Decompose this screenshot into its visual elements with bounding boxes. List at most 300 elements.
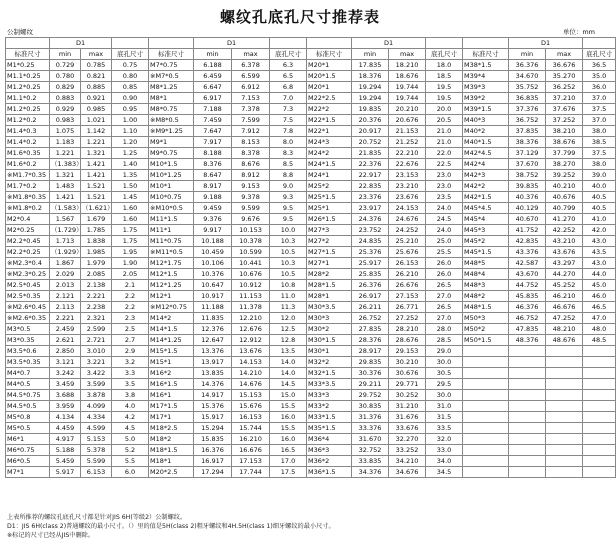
cell-hole: 28.5 (426, 335, 463, 346)
cell-hole: 39.0 (583, 170, 616, 181)
thread-size-cell: M1.2*0.25 (6, 104, 50, 115)
cell-min: 26.917 (352, 291, 389, 302)
cell-hole: 40.5 (583, 203, 616, 214)
cell-min: 20.752 (352, 137, 389, 148)
cell-hole: 37.0 (583, 93, 616, 104)
cell-max: 37.799 (546, 148, 583, 159)
cell-min: 3.959 (50, 401, 81, 412)
cell-hole: 10.5 (270, 269, 307, 280)
thread-size-cell (463, 401, 509, 412)
thread-size-cell: M38*1.5 (463, 60, 509, 71)
cell-hole: 45.0 (583, 280, 616, 291)
header-blank (307, 38, 352, 49)
cell-hole: 15.5 (270, 401, 307, 412)
thread-size-cell: ※M2.6*0.45 (6, 302, 50, 313)
cell-min: 25.917 (352, 258, 389, 269)
cell-max: 43.297 (546, 258, 583, 269)
cell-max: 15.153 (232, 390, 270, 401)
cell-max: 3.878 (81, 390, 112, 401)
table-row (6, 71, 616, 82)
cell-max: 31.676 (389, 412, 426, 423)
cell-hole: 32.0 (426, 434, 463, 445)
header-hole-size: 底孔尺寸 (426, 49, 463, 60)
cell-hole (583, 423, 616, 434)
cell-hole: 15.0 (270, 390, 307, 401)
cell-hole (583, 357, 616, 368)
cell-max: 16.153 (232, 412, 270, 423)
cell-max: 23.210 (389, 181, 426, 192)
cell-min: 2.850 (50, 346, 81, 357)
cell-hole: 24.5 (426, 214, 463, 225)
cell-max: 30.210 (389, 357, 426, 368)
cell-max (546, 390, 583, 401)
cell-min: 23.752 (352, 225, 389, 236)
thread-size-cell: M17*1.5 (149, 401, 194, 412)
cell-hole: 2.05 (112, 269, 149, 280)
thread-size-cell: ※M11*0.5 (149, 247, 194, 258)
cell-max: 1.221 (81, 137, 112, 148)
table-row (6, 170, 616, 181)
thread-size-cell: M2.2*0.25 (6, 247, 50, 258)
cell-min: 25.376 (352, 247, 389, 258)
cell-min: 24.376 (352, 214, 389, 225)
cell-max: 0.821 (81, 71, 112, 82)
cell-min: 46.376 (509, 302, 546, 313)
thread-size-cell: M50*2 (463, 324, 509, 335)
header-hole-size: 底孔尺寸 (583, 49, 616, 60)
table-row (6, 434, 616, 445)
cell-max (546, 456, 583, 467)
thread-size-cell: M32*1.5 (307, 368, 352, 379)
footnote-2: D1：JIS 6H(class 2)普通螺纹的最小尺寸。（）里的值是5H(class 2)粗牙螺纹和4H.5H(class 1)细牙螺纹的最小尺寸。 (7, 523, 335, 530)
table-row (6, 280, 616, 291)
cell-max: 37.252 (546, 115, 583, 126)
cell-min: 31.376 (352, 412, 389, 423)
cell-min: 8.647 (194, 170, 232, 181)
cell-hole: 29.0 (426, 346, 463, 357)
cell-hole: 21.0 (426, 126, 463, 137)
cell-min: 47.835 (509, 324, 546, 335)
cell-min: 3.688 (50, 390, 81, 401)
table-row (6, 148, 616, 159)
thread-size-cell (463, 346, 509, 357)
cell-hole: 9.3 (270, 192, 307, 203)
cell-hole (583, 379, 616, 390)
cell-hole: 46.5 (583, 302, 616, 313)
cell-min: 10.106 (194, 258, 232, 269)
cell-hole: 31.5 (426, 412, 463, 423)
cell-max: 20.676 (389, 115, 426, 126)
cell-hole: 26.5 (426, 302, 463, 313)
cell-hole: 5.2 (112, 445, 149, 456)
cell-hole: 40.0 (583, 181, 616, 192)
thread-size-cell: M40*2 (463, 126, 509, 137)
cell-max: 1.785 (81, 225, 112, 236)
cell-min: 36.835 (509, 93, 546, 104)
cell-hole: 35.0 (583, 71, 616, 82)
thread-size-cell (463, 434, 509, 445)
cell-min: 40.376 (509, 192, 546, 203)
cell-hole: 2.3 (112, 313, 149, 324)
thread-size-cell: M17*1 (149, 412, 194, 423)
cell-max: 0.921 (81, 93, 112, 104)
thread-size-cell: M12*1.5 (149, 269, 194, 280)
cell-max: 0.885 (81, 82, 112, 93)
header-min: min (352, 49, 389, 60)
cell-hole: 43.0 (583, 258, 616, 269)
header-max: max (232, 49, 270, 60)
cell-max: 9.153 (232, 181, 270, 192)
cell-max: 26.676 (389, 280, 426, 291)
footnotes (7, 513, 593, 540)
cell-min: 13.376 (194, 346, 232, 357)
cell-hole: 47.0 (583, 313, 616, 324)
table-row (6, 379, 616, 390)
thread-size-cell: ※M1.7*0.35 (6, 170, 50, 181)
cell-max: 12.676 (232, 324, 270, 335)
header-blank (6, 38, 50, 49)
cell-hole: 18.0 (426, 60, 463, 71)
thread-size-cell: M30*2 (307, 324, 352, 335)
cell-hole: 33.5 (426, 423, 463, 434)
cell-min: 29.752 (352, 390, 389, 401)
cell-hole: 38.0 (583, 126, 616, 137)
thread-size-cell: ※M7*0.5 (149, 71, 194, 82)
cell-max: 5.378 (81, 445, 112, 456)
cell-min: 29.835 (352, 357, 389, 368)
cell-min: 14.917 (194, 390, 232, 401)
cell-max (546, 412, 583, 423)
cell-min: 19.835 (352, 104, 389, 115)
table-row (6, 159, 616, 170)
thread-size-cell: M12*1.75 (149, 258, 194, 269)
cell-min: 7.917 (194, 137, 232, 148)
cell-min: 2.013 (50, 280, 81, 291)
table-row (6, 60, 616, 71)
cell-min (509, 379, 546, 390)
cell-max: 30.676 (389, 368, 426, 379)
cell-min: 48.376 (509, 335, 546, 346)
cell-max: 8.676 (232, 159, 270, 170)
cell-max: 9.676 (232, 214, 270, 225)
cell-hole: 15.5 (270, 423, 307, 434)
cell-max: 14.676 (232, 379, 270, 390)
table-row (6, 247, 616, 258)
cell-hole: 1.20 (112, 137, 149, 148)
cell-hole: 7.0 (270, 93, 307, 104)
cell-min: 25.835 (352, 269, 389, 280)
cell-hole: 10.3 (270, 258, 307, 269)
cell-hole: 4.0 (112, 401, 149, 412)
cell-min: 33.376 (352, 423, 389, 434)
thread-size-cell: M42*3 (463, 170, 509, 181)
cell-min: 33.835 (352, 456, 389, 467)
header-d1: D1 (509, 38, 583, 49)
cell-hole: 30.5 (426, 368, 463, 379)
thread-size-cell: M1.1*0.25 (6, 71, 50, 82)
cell-min: 11.835 (194, 313, 232, 324)
cell-max: 10.599 (232, 247, 270, 258)
cell-min: 6.188 (194, 60, 232, 71)
thread-size-cell: M42*4 (463, 159, 509, 170)
cell-hole: 16.5 (270, 445, 307, 456)
header-d1: D1 (50, 38, 112, 49)
cell-max: 34.676 (389, 467, 426, 478)
cell-hole: 2.9 (112, 346, 149, 357)
table-row (6, 390, 616, 401)
thread-size-cell: ※M2.3*0.4 (6, 258, 50, 269)
cell-min: 17.294 (194, 467, 232, 478)
thread-size-cell (463, 445, 509, 456)
thread-size-cell: M26*1.5 (307, 214, 352, 225)
cell-max: 1.979 (81, 258, 112, 269)
thread-size-cell: M16*1.5 (149, 379, 194, 390)
cell-hole: 1.90 (112, 258, 149, 269)
table-row (6, 445, 616, 456)
cell-max: 40.799 (546, 203, 583, 214)
header-standard-size: 标准尺寸 (307, 49, 352, 60)
thread-size-cell: M15*1.5 (149, 346, 194, 357)
cell-min: 15.835 (194, 434, 232, 445)
cell-min: 37.129 (509, 148, 546, 159)
cell-max: 6.912 (232, 82, 270, 93)
cell-hole: 14.0 (270, 357, 307, 368)
table-row (6, 236, 616, 247)
cell-hole (583, 390, 616, 401)
cell-min: 16.917 (194, 456, 232, 467)
cell-min: 4.917 (50, 434, 81, 445)
cell-min: 12.647 (194, 335, 232, 346)
thread-size-cell: M18*2.5 (149, 423, 194, 434)
thread-size-cell: ※M1.8*0.35 (6, 192, 50, 203)
cell-max: 1.321 (81, 148, 112, 159)
cell-min (509, 412, 546, 423)
cell-min: 46.752 (509, 313, 546, 324)
thread-size-cell: M28*1.5 (307, 280, 352, 291)
cell-max: 2.238 (81, 302, 112, 313)
cell-min: 9.376 (194, 214, 232, 225)
thread-size-cell: M33*3 (307, 390, 352, 401)
thread-size-cell: M8*1 (149, 93, 194, 104)
cell-min (509, 434, 546, 445)
cell-max: 27.153 (389, 291, 426, 302)
cell-hole: 11.0 (270, 291, 307, 302)
thread-size-cell: M27*1 (307, 258, 352, 269)
cell-min: 2.621 (50, 335, 81, 346)
cell-min: 23.376 (352, 192, 389, 203)
cell-max: 25.210 (389, 236, 426, 247)
cell-max: 2.599 (81, 324, 112, 335)
cell-max: 1.679 (81, 214, 112, 225)
cell-max: 38.676 (546, 137, 583, 148)
cell-hole (583, 368, 616, 379)
table-row (6, 225, 616, 236)
cell-hole: 36.5 (583, 60, 616, 71)
header-hole-size: 底孔尺寸 (112, 49, 149, 60)
cell-min: 22.376 (352, 159, 389, 170)
thread-size-cell: M22*1.5 (307, 115, 352, 126)
cell-max: 47.252 (546, 313, 583, 324)
cell-hole: 25.5 (426, 247, 463, 258)
cell-min: 42.587 (509, 258, 546, 269)
cell-min: 1.321 (50, 170, 81, 181)
cell-min: 9.459 (194, 203, 232, 214)
cell-hole: 5.5 (112, 456, 149, 467)
cell-hole: 2.1 (112, 280, 149, 291)
cell-min: 37.376 (509, 104, 546, 115)
cell-hole: 21.0 (426, 137, 463, 148)
thread-size-cell: M30*1.5 (307, 335, 352, 346)
cell-hole: 16.0 (270, 434, 307, 445)
cell-hole: 0.90 (112, 93, 149, 104)
thread-size-cell: M1.6*0.2 (6, 159, 50, 170)
thread-size-cell: M33*2 (307, 401, 352, 412)
thread-size-cell: M5*0.8 (6, 412, 50, 423)
cell-min: 28.376 (352, 335, 389, 346)
cell-hole: 3.5 (112, 379, 149, 390)
cell-min: 0.729 (50, 60, 81, 71)
cell-hole: 5.0 (112, 434, 149, 445)
cell-min: 41.752 (509, 225, 546, 236)
cell-max: 1.521 (81, 181, 112, 192)
cell-min: 29.211 (352, 379, 389, 390)
cell-min: 3.242 (50, 368, 81, 379)
cell-min: 7.647 (194, 126, 232, 137)
cell-min: 0.883 (50, 93, 81, 104)
thread-size-cell: M18*1.5 (149, 445, 194, 456)
cell-max: 7.378 (232, 104, 270, 115)
cell-hole: 3.3 (112, 368, 149, 379)
cell-hole: 23.5 (426, 192, 463, 203)
cell-max: 3.010 (81, 346, 112, 357)
cell-max: 4.334 (81, 412, 112, 423)
cell-hole: 8.8 (270, 170, 307, 181)
cell-hole: 0.95 (112, 104, 149, 115)
cell-max: 38.270 (546, 159, 583, 170)
header-standard-size: 标准尺寸 (6, 49, 50, 60)
cell-max: 1.421 (81, 159, 112, 170)
cell-hole: 0.80 (112, 71, 149, 82)
thread-size-cell: M10*1 (149, 181, 194, 192)
header-min: min (194, 49, 232, 60)
header-min: min (509, 49, 546, 60)
cell-hole: 10.5 (270, 247, 307, 258)
table-row (6, 181, 616, 192)
thread-size-cell (463, 412, 509, 423)
unit-label: 单位：mm (562, 28, 595, 36)
thread-size-cell: M39*2 (463, 93, 509, 104)
cell-min: 1.221 (50, 148, 81, 159)
thread-size-cell: M7*1 (6, 467, 50, 478)
table-row (6, 346, 616, 357)
cell-min: 10.188 (194, 236, 232, 247)
cell-min: 0.929 (50, 104, 81, 115)
cell-min (509, 456, 546, 467)
cell-min: 7.188 (194, 104, 232, 115)
thread-size-cell: M1.7*0.2 (6, 181, 50, 192)
thread-size-cell: ※M2.3*0.25 (6, 269, 50, 280)
cell-max: 0.785 (81, 60, 112, 71)
thread-size-cell: M3*0.5 (6, 324, 50, 335)
cell-hole: 17.0 (270, 456, 307, 467)
cell-hole: 22.0 (426, 148, 463, 159)
thread-size-cell: M9*1 (149, 137, 194, 148)
cell-min: 24.835 (352, 236, 389, 247)
thread-size-cell: M48*3 (463, 280, 509, 291)
thread-size-cell: M27*2 (307, 236, 352, 247)
thread-size-cell: M42*4.5 (463, 148, 509, 159)
table-row (6, 324, 616, 335)
cell-hole: 23.0 (426, 181, 463, 192)
cell-max: 8.153 (232, 137, 270, 148)
cell-max: 33.676 (389, 423, 426, 434)
cell-min: 43.670 (509, 269, 546, 280)
cell-hole: 1.35 (112, 170, 149, 181)
thread-size-cell: M20*1.5 (307, 71, 352, 82)
cell-max: 2.321 (81, 313, 112, 324)
cell-min: 40.670 (509, 214, 546, 225)
cell-min: 10.917 (194, 291, 232, 302)
cell-min: 2.121 (50, 291, 81, 302)
table-row (6, 203, 616, 214)
thread-size-cell: M4*0.7 (6, 368, 50, 379)
cell-min: 4.459 (50, 423, 81, 434)
cell-max: 11.153 (232, 291, 270, 302)
thread-size-cell: M3.5*0.6 (6, 346, 50, 357)
cell-min: 21.835 (352, 148, 389, 159)
thread-size-cell: M32*2 (307, 357, 352, 368)
thread-size-cell: ※M10*0.5 (149, 203, 194, 214)
cell-max: 10.676 (232, 269, 270, 280)
thread-size-cell: M24*1 (307, 170, 352, 181)
thread-size-cell: M27*1.5 (307, 247, 352, 258)
thread-size-cell: M25*1.5 (307, 192, 352, 203)
thread-size-cell: M27*3 (307, 225, 352, 236)
cell-max: 21.252 (389, 137, 426, 148)
cell-max: 40.210 (546, 181, 583, 192)
thread-size-cell: M40*3 (463, 115, 509, 126)
thread-size-cell: M4*0.5 (6, 379, 50, 390)
cell-min: 20.917 (352, 126, 389, 137)
cell-max: 6.378 (232, 60, 270, 71)
thread-size-cell: M1.2*0.25 (6, 82, 50, 93)
table-row (6, 126, 616, 137)
table-row (6, 258, 616, 269)
cell-max: 30.252 (389, 390, 426, 401)
header-standard-size: 标准尺寸 (149, 49, 194, 60)
thread-size-cell: M1.4*0.2 (6, 137, 50, 148)
cell-min: 38.376 (509, 137, 546, 148)
cell-max: 5.153 (81, 434, 112, 445)
cell-max: 28.210 (389, 324, 426, 335)
cell-min: 1.421 (50, 192, 81, 203)
cell-min: 17.835 (352, 60, 389, 71)
cell-hole: 6.8 (270, 82, 307, 93)
cell-min: 2.113 (50, 302, 81, 313)
cell-max: 9.599 (232, 203, 270, 214)
cell-max: 42.252 (546, 225, 583, 236)
cell-max: 10.912 (232, 280, 270, 291)
cell-max: 15.744 (232, 423, 270, 434)
cell-min: 3.459 (50, 379, 81, 390)
cell-max: 16.210 (232, 434, 270, 445)
cell-max: （1.621） (82, 204, 114, 212)
thread-size-cell: M48*2 (463, 291, 509, 302)
thread-size-cell: M30*1 (307, 346, 352, 357)
cell-hole: 1.75 (112, 225, 149, 236)
thread-size-cell: M18*1 (149, 456, 194, 467)
cell-hole: 34.0 (426, 456, 463, 467)
